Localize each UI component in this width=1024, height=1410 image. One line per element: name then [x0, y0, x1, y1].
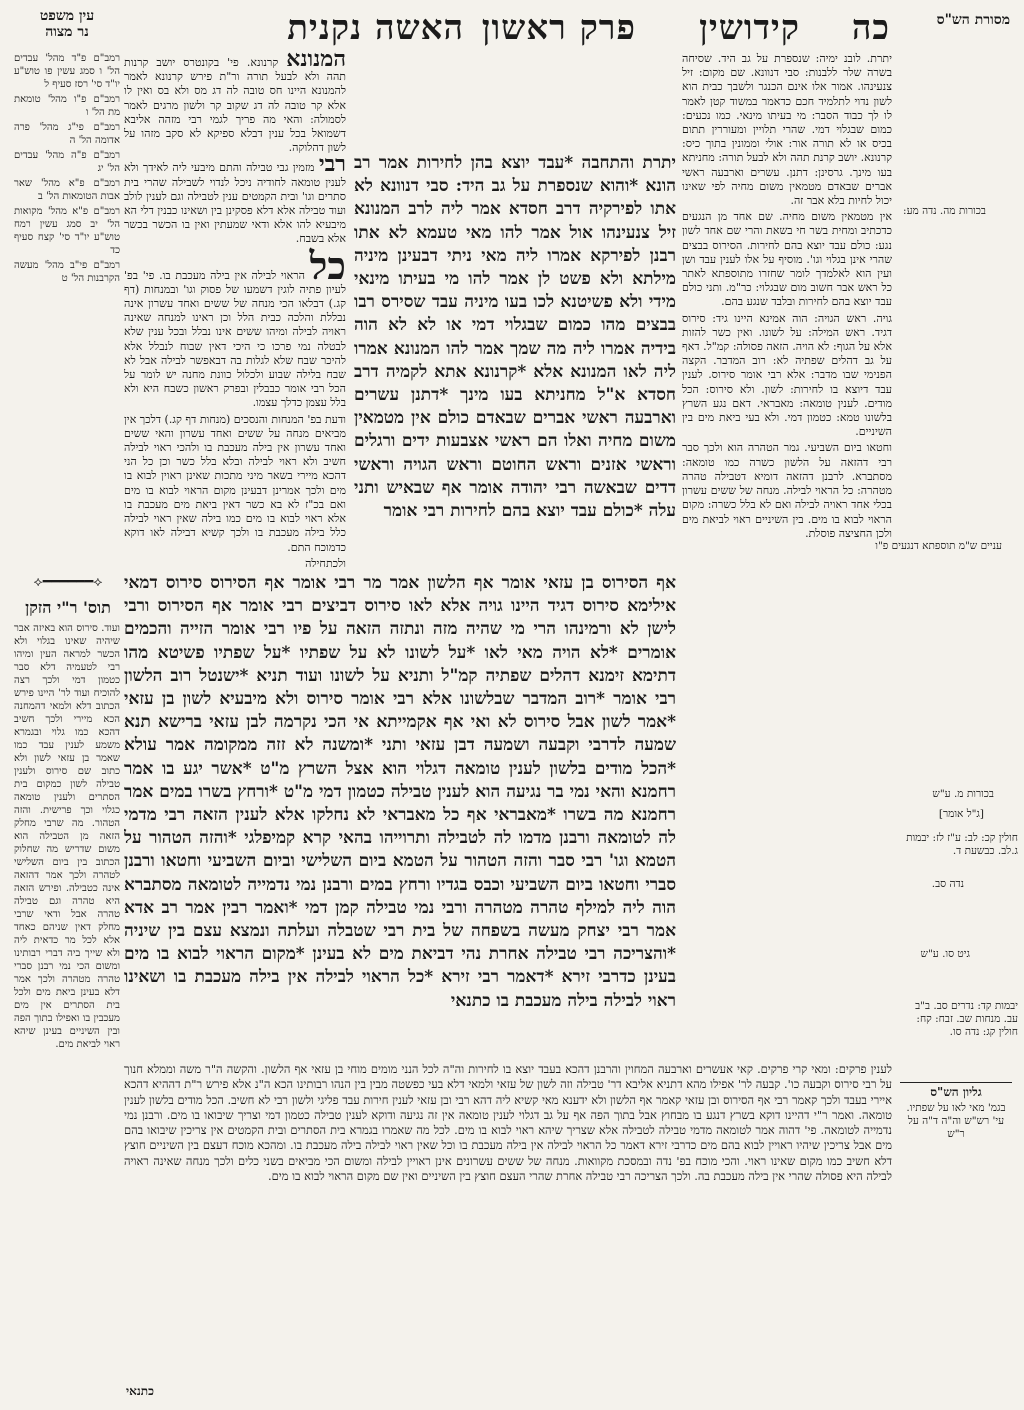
tosafot-text: קרנונא. פי' בקונטרס יושב קרנות תהה ולא לבעל תורה ור"ת פירש קרנונא לאמר להמנונא היינו חס טובה לה דג מס ולא בס ואין לו אלא קר טובה לה דג שקוב קר ולשון מרגים לאמר לסמולה: והאי מה פריך לגמי רבי מזהה אליבא דשמואל בכל ענין דבלא ספיקא לא סקב מזהו על לשון דהלוקה.: [124, 56, 346, 155]
masoret-hashas-title: מסורת הש"ס: [936, 12, 1010, 28]
chapter-name: האשה נקנית: [287, 8, 464, 48]
page-number: כה: [851, 8, 890, 48]
tosafot-dibbur: כל: [309, 242, 346, 288]
ein-mishpat-entry: רמב"ם פ"ו מהל' טומאת מת הל' ו: [14, 94, 120, 118]
gilyon-hashas-text: בגמ' מאי לאו על שפתיו. עי' רש"ש וה"ה ד"ה על ר"ש: [906, 1102, 1006, 1140]
tosafot-text: מזמין גבי טבילה והתם מיבעי ליה לאידך ולא לענין טומאה לחודיה ניכל לנדוי לשבילה שהרי בית סתרים וגו' ובית הקמטים ענין לטבילה וגם לענין לולב ועוד טבילה אלא דלא פסקינן בין ושאינו כבנין דלי הא מיבעיא להו אלא ודאי שמעתין ואין בו הכשר בכשר אלא בשבח.: [124, 161, 346, 246]
chapter-number: פרק ראשון: [481, 8, 636, 48]
ein-mishpat-entry: רמב"ם פי"ב מהל' מעשה הקרבנות הל' ט: [14, 260, 120, 284]
masoret-note: בכורות מה. נדה מע:: [903, 205, 986, 217]
ornament-divider: ⟡━━━━━━⟡: [33, 574, 103, 590]
rabbeinu-title: תוס' ר"י הזקן: [25, 598, 111, 617]
tosafot-column: [124, 52, 346, 572]
gilyon-rule: [900, 1082, 1012, 1083]
tosafot-text: ודעת בפ' המנחות והנסכים (מנחות דף קג.) דלכך אין מביאים מנחה על ששים ואחד עשרון והאי ששים ואחד עשרון אין בילה מעכבת בו ולהכי ראוי לבילה חשיב ולא ראוי לבילה ובלא בלל כשר וכן כל הני דהכא מיירי בשאר מיני מתכות שאינן ראוין לבוא בו מים ולכך אמרינן דבעינן מקום הראוי לבוא בו מים ואם בכ"ז לא בא כשר דאין ביאת מים מעכבת בו אלא ראוי לבוא בו מים כמו בילה שאין ראוי לבילה כלל בילה מעכבת בו ולכך קשיא דבילה לאו דוקא כדמוכח התם.: [124, 412, 346, 554]
catchword: כתנאי: [126, 1384, 154, 1398]
masoret-note: יבמות קד: נדרים סב. ב"ב עב. מנחות שב. זבח: קח: חולין קג: נדה סו.: [915, 1000, 1018, 1038]
rashi-paragraph: יתרת. לובנ ימיה: שנספרת על גב היד. שסיחה בשרה שלר ללבנות: סבי דנוונא. שם מקום: זיל צנעינהו. אמור אלו אינם הכנגר ולשבך כבית הוא לשון נדוי לתלמיד חכם כדאמר במשוד קטן לאמר לו לך כבוד הסבר: מי בעיתו מינאי. כמו נכעים: כמום שבגלוי דמי. שהרי תלויין ומעוררין תתום בכיס או לא תורה אור: אולי וממונין בתוך כיס: קרנונא. יושב קרנת תהה ולא לבעל תורה: מחניתא בעו מינך. גרסינן: דתנן. עשרים וארבעה ראשי אברים שבאדם מטמאין משום מחיה לפי שאינו יכול לחיות בלא אבר זה.: [682, 52, 892, 208]
bottom-commentary: לענין פרקים: ומאי קרי פרקים. קאי אעשרים וארבעה המחוין והרבנן דהכא בעבד יוצא בו לחירות וה"ה לכל הנני מומים מוחי בן עזאי אף הלשון. והקשה ה"ר משה וממלא חנוך על רבי סירוס וקבעה כו'. קבעה לר' אפילו מהא דתניא אליבא דר' טבילה וזה לשון של עזאי ולמאי דלא בעי כפשטה מבין בין הנהו רבותינו הכא ה"נ אלא פירש ר"ת דההיא דהכא איירי בעבד ולכך קאמר רבי אף הסירוס ובן עזאי קאמר אף הלשון ולא ידענא מאי קשיא ליה דהא רבי ובן עזאי לענין חירות עבד פליגי ולשון רבי לא חשיב. הכל מודים בלשון לענין טומאה. ואמר ר"י דהיינו דוקא בשרץ דנגע בו מבחוץ אבל בתוך הפה אף על גב דגלוי לענין טומאה אין זה נגיעה ודוקא לענין טבילה כטמון דמי וצריך שיבואו בו מים. ורבנן נמי נדמייה לטומאה. פי' דהוה אמר לטומאה מדמי טבילה לטבילה אלא שצריך שיהא ראוי לבוא בו מים. לכל מה שאמרו בגמרא בית הסתרים ובית הקמטים אין צריכין שיבואו בהם מים אבל צריכין שיהיו ראויין לבוא בהם מים כדרבי זירא דאמר כל הראוי לבילה אין בילה מעכבת בו וכל שאין ראוי לבילה בילה מעכבת בו. ומהכא מוכח דעצם בין השיניים חוצץ דלא חשיב כמו מקום שאינו ראוי. והכי מוכח בפ' נדה ובמסכת מקוואות. מנחה של ששים עשרונים אינן ראויין לבילה ומשום הכי מביאים בשני כלים ולכך מנחה שאינה ראויה לבילה היא פסולה שהרי אין בילה מעכבת בה. ולכך הצריכה רבי טבילה אחרת שהרי העצם חוצץ בין השיניים ואין שם מקום הראוי לבוא בו מים.: [124, 1062, 892, 1184]
tosafot-text: הראוי לבילה אין בילה מעכבת בו. פי' בפ' לעיון פתיה לוגין דשמעו של פסוק וגו' ובמנחות (דף קג.) דבלאו הכי מנחה של ששים ואחד עשרון אינה נבללת והלכה כבית הלל וכן ראינו למנחה שאינה ראויה לבילה ומיהו ששים אינו נבלל ובכל ענין שלא לבטלה נמי פרכו כי היכי דאין שבוח לנבלל אלא להיכר שבח שלא לגלות בה דבאפשר לבילה אבל לא שבח בלילה שבוע ולכלול כוונת מחנה יש לומר על הכל רבי אומר כבבלין ובפרק ראשון כשבח היא ולא בלל עצמן כדלך עצמו.: [124, 268, 346, 410]
rashi-paragraph: גויה. ראש הגויה: הוה אמינא היינו גיד: סירוס דגיד. ראש המילה: על לשונו. ואין כשר להזות אלא על הגוף: לא הויה. הזאה פסולה: קמ"ל. דאף על גב דהלים שפתיה לא: רוב המדבר. הקצה הפנימי שבו מדבר: אלא רבי אומר סירוס. לענין עבד דיוצא בו לחירות: לשון. ולא סירוס: הכל מודים. לענין טומאה: מאבראי. דאם נגע השרץ בלשונו טמא: כטמון דמי. ולא בעי ביאת מים בין השיניים.: [682, 311, 892, 439]
ein-mishpat-entry: רמב"ם פ"א מהל' מקואות הל' יב סמג עשין רמח טוש"ע יו"ד סי' קצח סעיף כד: [14, 206, 120, 256]
ein-mishpat-entry: רמב"ם פ"א מהל' שאר אבות הטומאות הל' ב: [14, 178, 120, 202]
masoret-note: חולין קכ: לב: ע"ז לז: יבמות ג.לב. כבשעת ד.: [906, 832, 1018, 857]
rashi-paragraph: אין מטמאין משום מחיה. שם אחד מן הנגעים כדכתיב ומחית בשר חי בשאת והרי שם אחד לשון נגע: כולם עבד יוצא בהם לחירות. הסירוס בבצים שהרי אינן בגלוי וגו'. מוסיף על אלו לענין עבד ושן ועין הוא לאלמדך לומר שחזרו מתוספתא לאתר כל ראש אבר חשוב מום שבגלוי: כר"מ. ותני כולם עבד יוצא בהם לחירות ובלבד שנגע בהם.: [682, 210, 892, 309]
ein-mishpat-title: עין משפט נר מצוה: [39, 8, 95, 40]
gemara-text-lower: אף הסירוס בן עזאי אומר אף הלשון אמר מר רבי אומר אף הסירוס סירוס דמאי אילימא סירוס דגיד היינו גויה אלא לאו סירוס דביצים רבי אומר אף הסירוס ורבי לישן לא ורמינהו הרי מי שהיה מזה ונתזה הזאה על פיו רבי אומר הזייה והכמים אומרים *לא הויה מאי לאו *על לשונו לא על שפתיו *על שפתיו פשיטא מהו דתימא זימנא דהלים שפתיה קמ"ל ותניא על לשונו ועוד תניא *ישנטל רוב הלשון רבי אומר *רוב המדבר שבלשונו אלא רבי אומר סירוס ולא מיבעיא לשון בן עזאי *אמר לשון אבל סירוס לא ואי אף אקמייתא אי הכי נקרמה לבן עזאי ברישא תנא שמעה לדרבי וקבעה ושמעה דבן עזאי ותני *ומשנה לא זזה ממקומה אמר עולא *הכל מודים בלשון לענין טומאה דגלוי הוא אצל השרץ מ"ט *אשר יגע בו אמר רחמנא והאי נמי בר נגיעה הוא לענין טבילה כטמון דמי מ"ט *ורחץ בשרו במים אמר רחמנא מה בשרו *מאבראי אף כל מאבראי לא נחלקו אלא לענין הזאה רבי מדמי לה לטומאה ורבנן מדמו לה לטבילה ותרוייהו בהאי קרא קמיפלגי *והזה הטהור על הטמא וגו' רבי סבר והזה הטהור על הטמא ביום השלישי וביום השביעי וחטאו ורבנן סברי וחטאו ביום השביעי וכבס בגדיו ורחץ במים ורבנן נמי נדמייה לטומאה מסתברא הוה ליה למילף טהרה מטהרה ורבי נמי טבילה קמן דמי *ואמר רבין אמר רב אדא אמר רבי יצחק מעשה בשפחה של בית רבי שטבלה ועלתה ונמצא עצם בין שיניה *והצריכה רבי טבילה אחרת נהי דביאת מים לא בעינן *מקום הראוי לבוא בו מים בעינן כדרבי זירא *דאמר רבי זירא *כל הראוי לבילה אין בילה מעכבת בו ושאינו ראוי לבילה בילה מעכבת בו כתנאי: [124, 573, 676, 1011]
masoret-note: בכורות מ. ע"ש: [932, 788, 994, 800]
tractate-name: קידושין: [699, 8, 800, 48]
rashi-column: [682, 52, 892, 1097]
masoret-note: נדה סב.: [931, 878, 964, 890]
masoret-note: [ג"ל אומר]: [938, 808, 984, 820]
ein-mishpat-column: [14, 52, 120, 572]
masoret-note: גיט סו. ע"ש: [920, 948, 970, 960]
ein-mishpat-entry: רמב"ם פ"ד מהל' עבדים הל' ו סמג עשין פו טוש"ע יו"ד סי' רסז סעיף ל: [14, 53, 120, 90]
ein-mishpat-entry: רמב"ם פ"ה מהל' עבדים הל' יג: [14, 150, 120, 174]
gilyon-hashas-title: גליון הש"ס: [930, 1085, 982, 1099]
tosafot-text: ולכתחילה: [305, 556, 346, 570]
tosafot-dibbur: המנונא: [286, 52, 346, 72]
tosafot-dibbur: רבי: [318, 151, 346, 178]
gemara-text-upper: יתרת והתחבה *עבד יוצא בהן לחירות אמר רב הונא *והוא שנספרת על גב היד: סבי דנוונא לא אתו לפירקיה דרב חסדא אמר ליה לרב המנונא זיל צנעינהו אול אמר להו מאי טעמא לא אתו רבנן לפירקא אמרו ליה מאי ניתי דבעינן מיניה מילתא ולא פשט לן אמר להו מי בעיתו מינאי מידי ולא פשיטנא לכו בעו מיניה עבד שסירס רבו בבצים מהו כמום שבגלוי דמי או לא לא הוה בידיה אמרו ליה מה שמך אמר להו המנונא אמרו ליה לאו המנונא אלא *קרנונא אתא לקמיה דרב חסדא א"ל מחניתא בעו מינך *דתנן עשרים וארבעה ראשי אברים שבאדם כולם אין מטמאין משום מחיה ואלו הם ראשי אצבעות ידים ורגלים וראשי אזנים וראש החוטם וראש הגויה וראשי דדים שבאשה רבי יהודה אומר אף שבאיש ותני עלה *כולם עבד יוצא בהם לחירות רבי אומר: [354, 153, 676, 522]
masoret-note: עניים ש"מ תוספתא דנגעים פ"ו: [875, 540, 1002, 552]
ein-mishpat-entry: רמב"ם פי"ג מהל' פרה אדומה הל' ה: [14, 122, 120, 146]
rashi-paragraph: וחטאו ביום השביעי. גמר הטהרה הוא ולכך סבר רבי דהזאה על הלשון כשרה כמו טומאה: מסתברא. לרבנן דהזאה דומיא דטבילה טהרה מטהרה: כל הראוי לבילה. מנחה של ששים עשרון בכלי אחד ראויה לבילה ואם לא בלל כשרה: מקום הראוי לבוא בו מים. בין השיניים ראוי לביאת מים ולכן החציצה פוסלת.: [682, 441, 892, 540]
rabbeinu-text: ועוד. סירוס הוא באיזה אבר שיהיה שאינו בגלוי ולא הכשר למראה העין ומיהו רבי לטעמיה דלא סבר כטמון דמי ולכך רצה להוכיח ועוד לר' היינו פירש הכתוב דלא ולמאי דהמחנה הכא מיירי ולכך חשיב דהכא כמו גלוי ובגמרא משמע לענין עבד כמו שאמר בן עזאי לשון ולא כתוב שם סירוס ולענין טבילה לשון כמקום בית הסתרים ולענין טומאה כגלוי וכך פרישית. והזה הטהור. מה שרבי מחלק הזאה מן הטבילה הוא משום שדריש מה שחלוק הכתוב בין ביום השלישי לטהרה ולכך אמר דהזאה אינה כטבילה. ופירש הזאה היא טהרה וגם טבילה טהרה אבל ודאי שרבי מחלק דאין שניהם כאחד אלא לכל מר כדאית ליה ולא שייך ביה דברי רבותינו ומשום הכי נמי רבנן סברי טהרה מטהרה ולכך אמר דלא בעינן ביאת מים ולכל בית הסתרים אין מים מעכבין בו ואפילו בתוך הפה ובין השיניים בעינן שיהא ראוי לביאת מים.: [14, 623, 120, 1050]
